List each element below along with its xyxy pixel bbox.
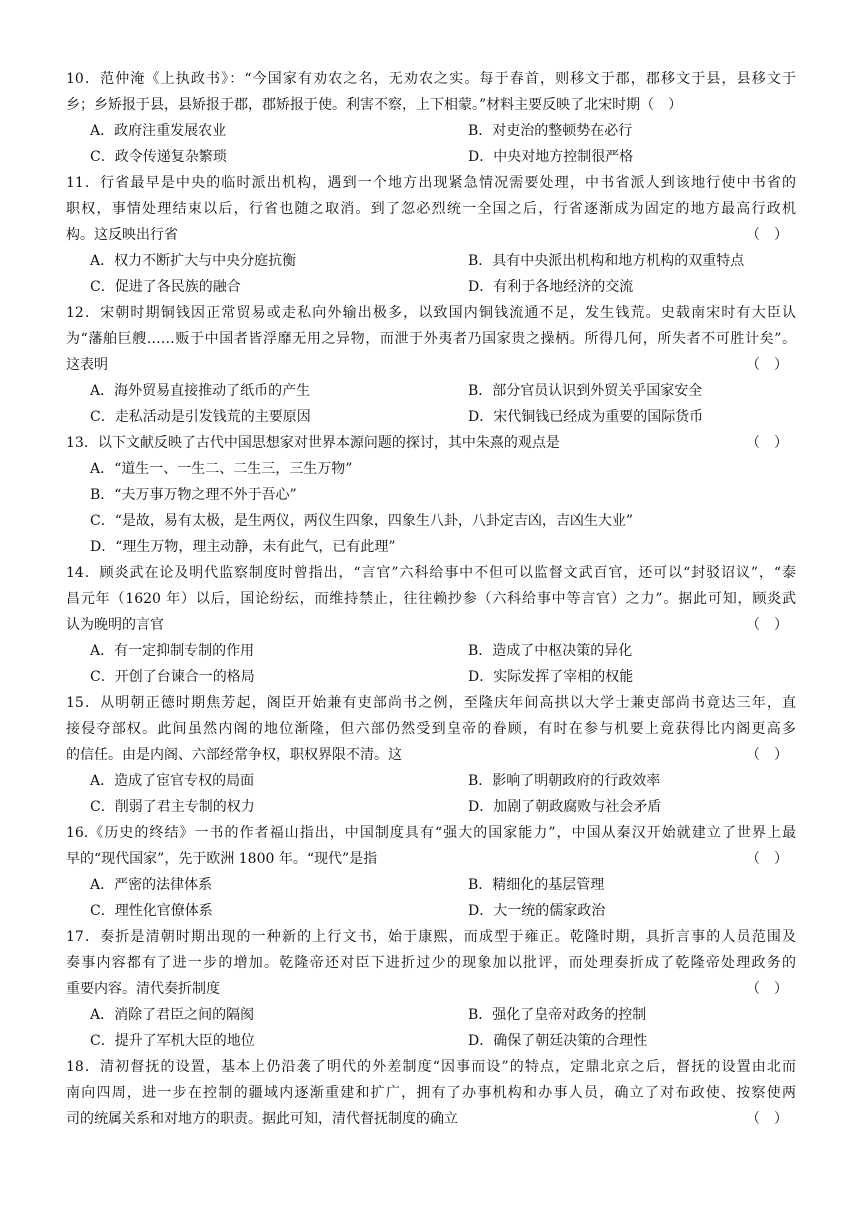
- answer-options: [66, 378, 796, 430]
- answer-options: [66, 1002, 796, 1054]
- question-stem: [66, 430, 796, 456]
- option-c[interactable]: C．走私活动是引发钱荒的主要原因: [90, 409, 311, 425]
- answer-options: [66, 248, 796, 300]
- question-13: [66, 430, 796, 560]
- stem-text: 构。这反映出行省: [66, 227, 178, 243]
- stem-text: 10．范仲淹《上执政书》：“今国家有劝农之名，无劝农之实。每于春首，则移文于郡，郡移文于县，县移文于: [66, 71, 796, 87]
- question-10: [66, 66, 796, 170]
- stem-text: 早的“现代国家”，先于欧洲 1800 年。“现代”是指: [66, 851, 378, 867]
- question-stem: [66, 170, 796, 248]
- option-c[interactable]: C．削弱了君主专制的权力: [90, 799, 255, 815]
- stem-text: 16.《历史的终结》一书的作者福山指出，中国制度具有“强大的国家能力”，中国从秦汉开始就建立了世界上最: [66, 825, 796, 841]
- option-b[interactable]: B．对吏治的整顿势在必行: [468, 123, 633, 139]
- option-c[interactable]: C．提升了军机大臣的地位: [90, 1033, 255, 1049]
- option-a[interactable]: A．有一定抑制专制的作用: [90, 643, 255, 659]
- stem-line: [66, 1054, 796, 1080]
- option-d[interactable]: D．实际发挥了宰相的权能: [468, 669, 634, 685]
- stem-line: [66, 300, 796, 326]
- question-stem: [66, 690, 796, 768]
- stem-text: 接侵夺部权。此间虽然内阁的地位渐隆，但六部仍然受到皇帝的眷顾，有时在参与机要上竟获得比内阁更高多: [66, 721, 796, 737]
- question-11: [66, 170, 796, 300]
- question-stem: [66, 300, 796, 378]
- stem-line: [66, 196, 796, 222]
- question-stem: [66, 924, 796, 1002]
- stem-line: [66, 924, 796, 950]
- stem-line: [66, 612, 796, 638]
- stem-line: [66, 92, 796, 118]
- question-16: [66, 820, 796, 924]
- stem-line: [66, 820, 796, 846]
- stem-line: [66, 1106, 796, 1132]
- stem-text: 的信任。由是内阁、六部经常争权，职权界限不清。这: [66, 747, 402, 763]
- question-15: [66, 690, 796, 820]
- option-b[interactable]: B．精细化的基层管理: [468, 877, 605, 893]
- stem-text: 12．宋朝时期铜钱因正常贸易或走私向外输出极多，以致国内铜钱流通不足，发生钱荒。史载南宋时有大臣认: [66, 305, 796, 321]
- option-d[interactable]: D．确保了朝廷决策的合理性: [468, 1033, 648, 1049]
- stem-line: [66, 1080, 796, 1106]
- answer-bracket[interactable]: （ ）: [746, 981, 788, 997]
- answer-bracket[interactable]: （ ）: [746, 357, 788, 373]
- option-d[interactable]: D．中央对地方控制很严格: [468, 149, 634, 165]
- stem-text: 乡；乡矫报于县，县矫报于郡，郡矫报于使。利害不察，上下相蒙。”材料主要反映了北宋时期（ ）: [66, 97, 683, 113]
- option-b[interactable]: B．“夫万事万物之理不外于吾心”: [90, 487, 297, 503]
- stem-text: 奏事内容都有了进一步的增加。乾隆帝还对臣下进折过少的现象加以批评，而处理奏折成了乾隆帝处理政务的: [66, 955, 796, 971]
- option-c[interactable]: C．“是故，易有太极，是生两仪，两仪生四象，四象生八卦，八卦定吉凶，吉凶生大业”: [90, 513, 634, 529]
- answer-options: [66, 872, 796, 924]
- stem-line: [66, 66, 796, 92]
- stem-text: 13．以下文献反映了古代中国思想家对世界本源问题的探讨，其中朱熹的观点是: [66, 435, 560, 451]
- question-18: [66, 1054, 796, 1132]
- stem-text: 为“藩舶巨艘……贩于中国者皆浮靡无用之异物，而泄于外夷者乃国家贵之操柄。所得几何，所失者不可胜计矣”。: [66, 331, 796, 347]
- answer-bracket[interactable]: （ ）: [746, 1111, 788, 1127]
- stem-line: [66, 742, 796, 768]
- answer-bracket[interactable]: （ ）: [746, 227, 788, 243]
- option-a[interactable]: A．消除了君臣之间的隔阂: [90, 1007, 255, 1023]
- stem-line: [66, 846, 796, 872]
- stem-line: [66, 430, 796, 456]
- stem-text: 14．顾炎武在论及明代监察制度时曾指出，“言官”六科给事中不但可以监督文武百官，还可以“封驳诏议”，“泰: [66, 565, 796, 581]
- option-a[interactable]: A．海外贸易直接推动了纸币的产生: [90, 383, 311, 399]
- question-stem: [66, 66, 796, 118]
- option-c[interactable]: C．理性化官僚体系: [90, 903, 213, 919]
- option-d[interactable]: D．“理生万物，理主动静，未有此气，已有此理”: [90, 539, 396, 555]
- answer-options: [66, 638, 796, 690]
- stem-line: [66, 560, 796, 586]
- stem-text: 15．从明朝正德时期焦芳起，阁臣开始兼有吏部尚书之例，至隆庆年间高拱以大学士兼吏部尚书竟达三年，直: [66, 695, 796, 711]
- exam-page: [66, 66, 796, 1132]
- option-b[interactable]: B．造成了中枢决策的异化: [468, 643, 633, 659]
- stem-text: 昌元年（1620 年）以后，国论纷纭，而维持禁止，往往赖抄参（六科给事中等言官）之力”。据此可知，顾炎武: [66, 591, 796, 607]
- option-d[interactable]: D．加剧了朝政腐败与社会矛盾: [468, 799, 662, 815]
- stem-line: [66, 326, 796, 352]
- option-d[interactable]: D．宋代铜钱已经成为重要的国际货币: [468, 409, 704, 425]
- stem-line: [66, 352, 796, 378]
- question-17: [66, 924, 796, 1054]
- question-stem: [66, 560, 796, 638]
- option-c[interactable]: C．促进了各民族的融合: [90, 279, 241, 295]
- question-stem: [66, 1054, 796, 1132]
- stem-line: [66, 690, 796, 716]
- stem-text: 司的统属关系和对地方的职责。据此可知，清代督抚制度的确立: [66, 1111, 458, 1127]
- stem-line: [66, 222, 796, 248]
- stem-line: [66, 976, 796, 1002]
- stem-text: 重要内容。清代奏折制度: [66, 981, 220, 997]
- answer-bracket[interactable]: （ ）: [746, 617, 788, 633]
- answer-options: [66, 118, 796, 170]
- option-a[interactable]: A．造成了宦官专权的局面: [90, 773, 255, 789]
- stem-line: [66, 586, 796, 612]
- option-c[interactable]: C．政令传递复杂繁琐: [90, 149, 227, 165]
- option-a[interactable]: A．权力不断扩大与中央分庭抗衡: [90, 253, 297, 269]
- stem-text: 南向四周，进一步在控制的疆域内逐渐重建和扩广，拥有了办事机构和办事人员，确立了对布政使、按察使两: [66, 1085, 796, 1101]
- option-b[interactable]: B．部分官员认识到外贸关乎国家安全: [468, 383, 703, 399]
- answer-options: [66, 456, 796, 560]
- answer-bracket[interactable]: （ ）: [746, 851, 788, 867]
- answer-bracket[interactable]: （ ）: [746, 435, 788, 451]
- option-d[interactable]: D．有利于各地经济的交流: [468, 279, 634, 295]
- question-14: [66, 560, 796, 690]
- question-stem: [66, 820, 796, 872]
- option-d[interactable]: D．大一统的儒家政治: [468, 903, 606, 919]
- option-b[interactable]: B．影响了明朝政府的行政效率: [468, 773, 661, 789]
- question-12: [66, 300, 796, 430]
- stem-text: 职权，事情处理结束以后，行省也随之取消。到了忽必烈统一全国之后，行省逐渐成为固定的地方最高行政机: [66, 201, 796, 217]
- stem-text: 认为晚明的言官: [66, 617, 164, 633]
- stem-text: 17．奏折是清朝时期出现的一种新的上行文书，始于康熙，而成型于雍正。乾隆时期，具折言事的人员范围及: [66, 929, 796, 945]
- option-a[interactable]: A．严密的法律体系: [90, 877, 213, 893]
- stem-text: 18．清初督抚的设置，基本上仍沿袭了明代的外差制度“因事而设”的特点，定鼎北京之后，督抚的设置由北而: [66, 1059, 796, 1075]
- stem-line: [66, 950, 796, 976]
- stem-line: [66, 170, 796, 196]
- stem-text: 11．行省最早是中央的临时派出机构，遇到一个地方出现紧急情况需要处理，中书省派人到该地行使中书省的: [66, 175, 796, 191]
- answer-bracket[interactable]: （ ）: [746, 747, 788, 763]
- stem-line: [66, 716, 796, 742]
- option-a[interactable]: A．政府注重发展农业: [90, 123, 227, 139]
- option-b[interactable]: B．具有中央派出机构和地方机构的双重特点: [468, 253, 745, 269]
- option-c[interactable]: C．开创了台谏合一的格局: [90, 669, 255, 685]
- option-b[interactable]: B．强化了皇帝对政务的控制: [468, 1007, 647, 1023]
- option-a[interactable]: A．“道生一、一生二、二生三，三生万物”: [90, 461, 353, 477]
- answer-options: [66, 768, 796, 820]
- stem-text: 这表明: [66, 357, 108, 373]
